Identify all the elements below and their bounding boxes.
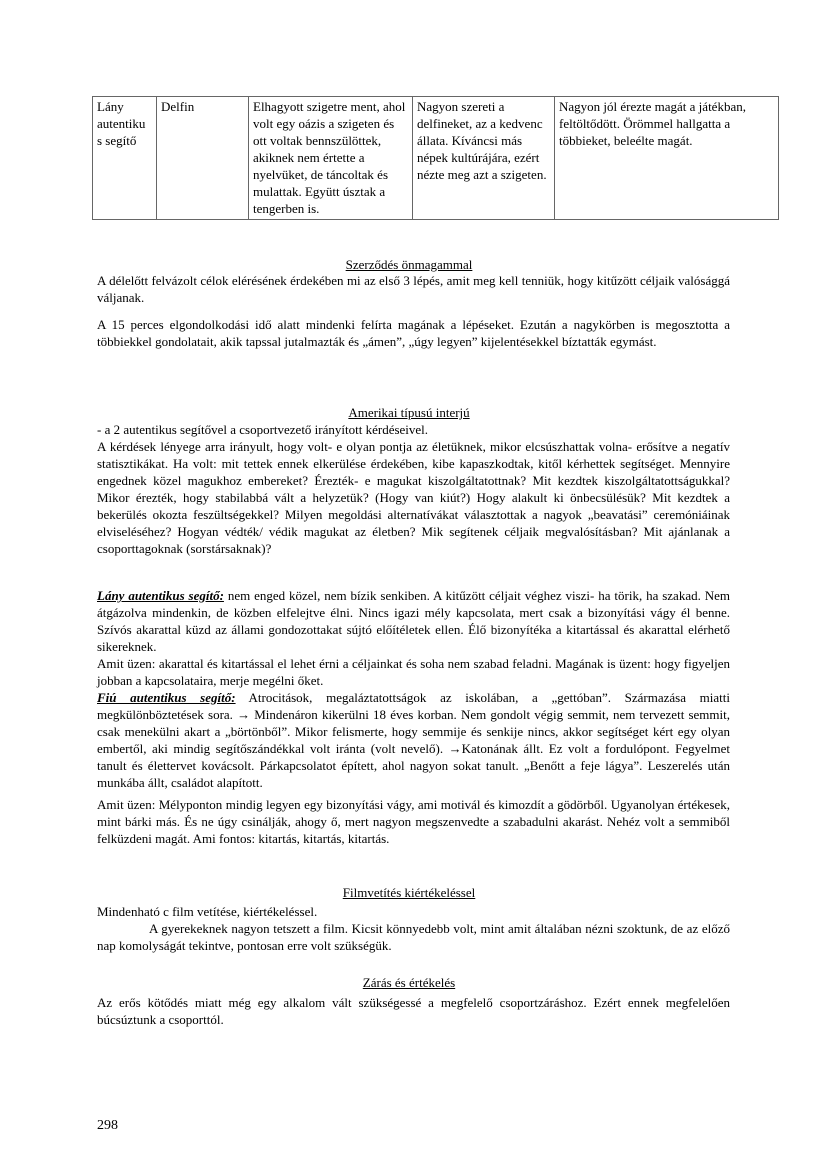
film-paragraph-1: Mindenható c film vetítése, kiértékeléssel. (97, 904, 318, 919)
page-number: 298 (97, 1118, 118, 1133)
interview-questions: A kérdések lényege arra irányult, hogy volt- e olyan pontja az életüknek, mikor elcsúszhattak volna- erősítve a negatív statisztikákat. Ha volt: mit tettek ennek elkerülése érdekében, kibe kapaszkodtak, kitől kérhettek segítséget. Mennyire engednek közel magukhoz embereket? Érezték- e magukat kiszolgáltatottnak? Mit kezdtek kiszolgáltatottságukkal? Mikor érezték, hogy stabilabbá vált a helyzetük? (Hogy van kiút?) Hogy alakult ki önbecsülésük? Mit kezdtek a bekerülés okozta feszültségekkel? Milyen megoldási alternatívákat választottak a nagyok „beavatási” ceremóniáinak elviseléséhez? Hogyan védték/ védik magukat az életben? Mik segítenek céljaik megvalósításban? Mit ajánlanak a csoporttagoknak (sorstársaknak)? (97, 439, 730, 556)
section-title-interview: Amerikai típusú interjú (348, 405, 470, 420)
interview-intro: - a 2 autentikus segítővel a csoportvezető irányított kérdéseivel. (97, 422, 429, 437)
boy-helper-text: Atrocitások, megaláztatottságok az iskolában, a „gettóban”. Származása miatti megkülönböztetések sora. → Mindenáron kikerülni 18 éves korban. Nem gondolt végig semmit, nem tervezett semmit, csak menekülni akart a „börtönből”. Mikor felismerte, hogy semmije és senkije nincs, akkor segítséget kért egy olyan embertől, aki mindig segítőszándékkal volt iránta (volt nevelő). →Katonának állt. Ez volt a fordulópont. Fegyelmet tanult és élettervet kovácsolt. Párkapcsolatot épített, ahol nagyon sokat tanult. „Benőtt a feje lágya”. Leszerelés után munkába állt, családot alapított. (97, 690, 731, 790)
table-cell-role: Lány autentiku s segítő (93, 97, 157, 220)
boy-helper-paragraph (97, 689, 730, 791)
boy-helper-label: Fiú autentikus segítő: (97, 690, 236, 705)
girl-helper-paragraph (97, 587, 730, 655)
contract-paragraph-2: A 15 perces elgondolkodási idő alatt mindenki felírta magának a lépéseket. Ezután a nagykörben is megosztotta a többiekkel gondolatait, akik tapssal jutalmazták és „ámen”, „úgy legyen” kijelentésekkel bíztatták egymást. (97, 317, 730, 349)
section-title-film: Filmvetítés kiértékeléssel (342, 885, 476, 900)
section-title-contract: Szerződés önmagammal (345, 257, 473, 272)
closing-paragraph: Az erős kötődés miatt még egy alkalom vált szükségessé a megfelelő csoportzáráshoz. Ezért ennek megfelelően búcsúztunk a csoporttól. (97, 995, 730, 1027)
girl-helper-text: nem enged közel, nem bízik senkiben. A kitűzött céljait véghez viszi- ha törik, ha szakad. Nem átgázolva mindenkin, de közben elfelejtve élni. Nincs igazi mély kapcsolata, mert csak a bizonyítási vágy él benne. Szívós akarattal küzd az állami gondozottakat sújtó előítéletek ellen. Élő bizonyítéka a kitartással és akarattal elérhető sikereknek. (97, 588, 730, 654)
table-cell-feeling: Nagyon jól érezte magát a játékban, feltöltődött. Örömmel hallgatta a többieket, beleélte magát. (555, 97, 779, 220)
girl-helper-message: Amit üzen: akarattal és kitartással el lehet érni a céljainkat és soha nem szabad feladni. Magának is üzent: hogy figyeljen jobban a kapcsolataira, merje megélni őket. (97, 656, 730, 688)
table-row (93, 97, 779, 220)
table-cell-animal: Delfin (157, 97, 249, 220)
girl-helper-label: Lány autentikus segítő: (97, 588, 224, 603)
boy-helper-message: Amit üzen: Mélyponton mindig legyen egy bizonyítási vágy, ami motivál és kimozdít a gödörből. Ugyanolyan értékesek, mint bárki más. És ne úgy csinálják, ahogy ő, mert nagyon megszenvedte a szabadulni akarást. Nehéz volt a semmiből felküzdeni magát. Ami fontos: kitartás, kitartás, kitartás. (97, 797, 730, 846)
section-title-closing: Zárás és értékelés (362, 975, 456, 990)
table-cell-story: Elhagyott szigetre ment, ahol volt egy oázis a szigeten és ott voltak bennszülöttek, akiknek nem értette a nyelvüket, de táncoltak és mulattak. Együtt úsztak a tengerben is. (249, 97, 413, 220)
activity-table (92, 96, 779, 220)
table-cell-reason: Nagyon szereti a delfineket, az a kedvenc állata. Kíváncsi más népek kultúrájára, ezért nézte meg azt a szigeten. (413, 97, 555, 220)
contract-paragraph-1: A délelőtt felvázolt célok elérésének érdekében mi az első 3 lépés, amit meg kell tenniük, hogy kitűzött céljaik valósággá váljanak. (97, 273, 730, 305)
film-paragraph-2: A gyerekeknek nagyon tetszett a film. Kicsit könnyedebb volt, mint amit általában nézni szoktunk, de az előző nap komolyságát tekintve, pontosan erre volt szükségük. (97, 921, 730, 953)
